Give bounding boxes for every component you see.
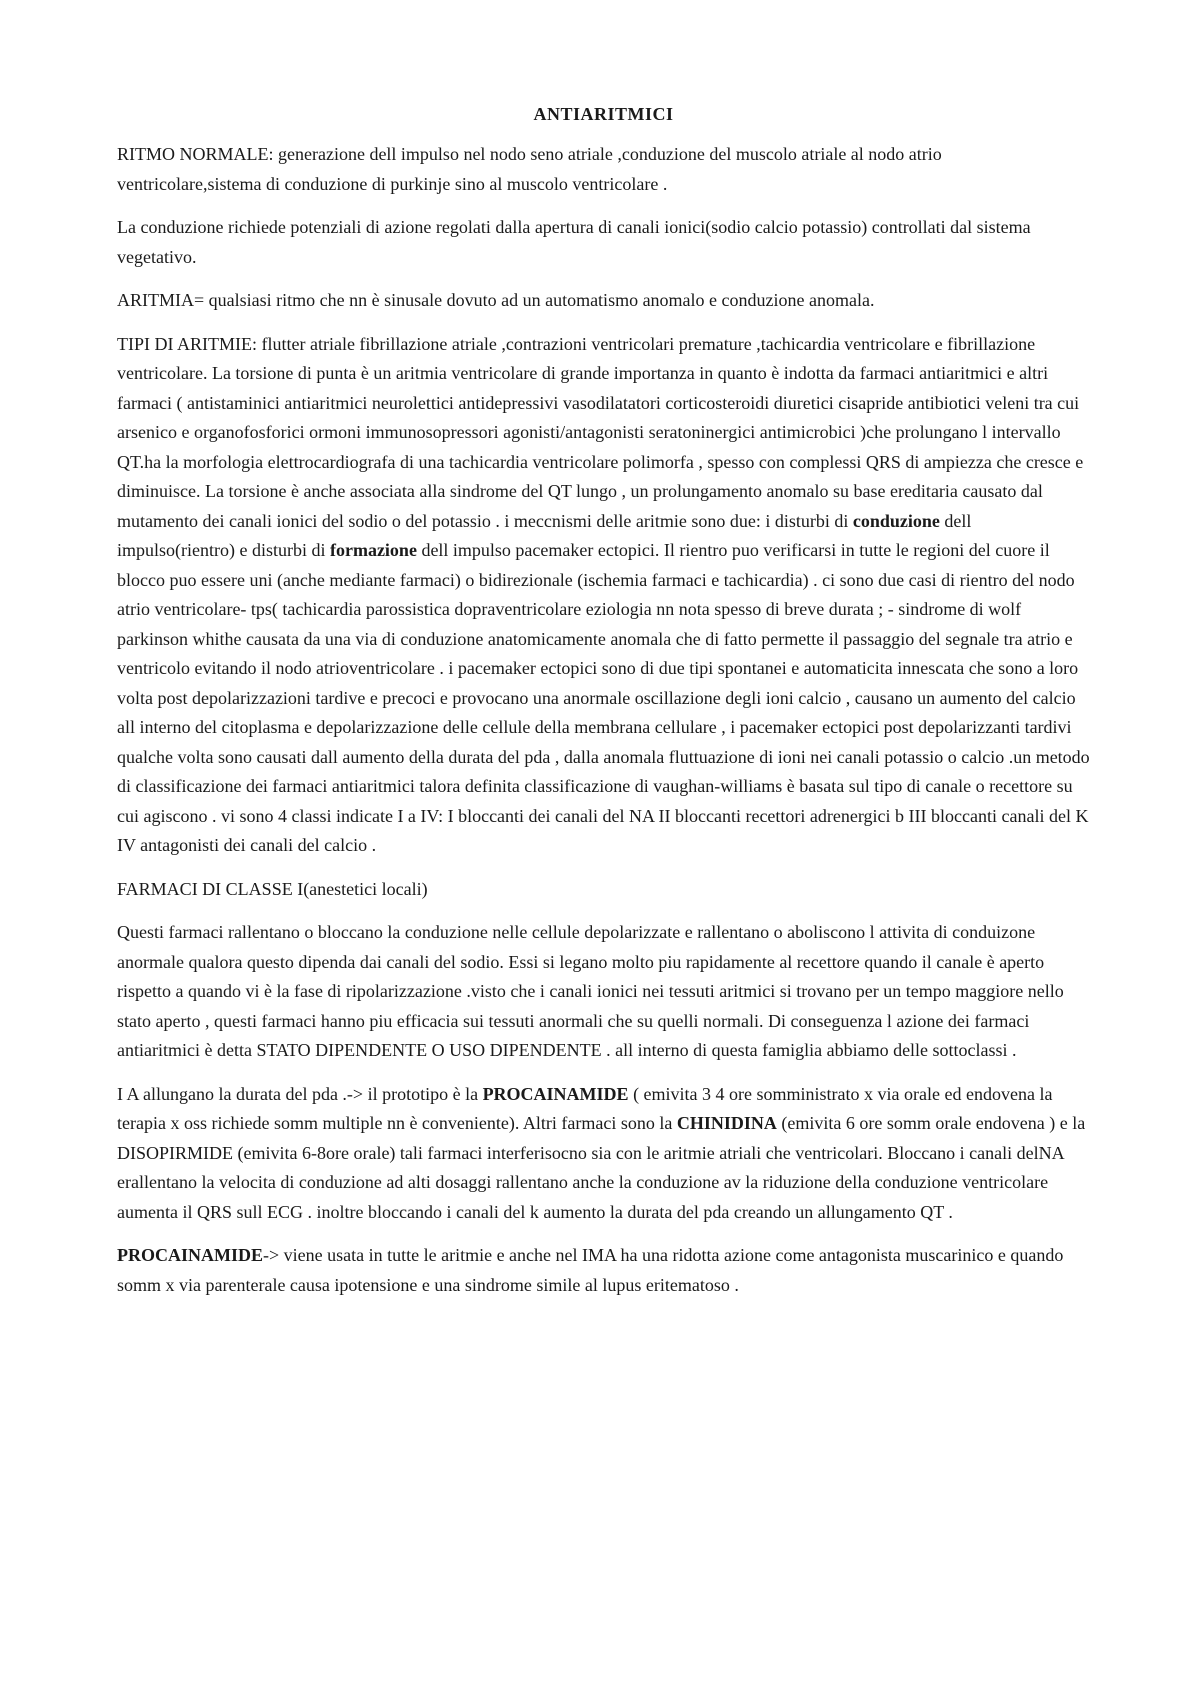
bold-term-procainamide: PROCAINAMIDE [117,1245,263,1265]
text-segment: -> viene usata in tutte le aritmie e anche nel IMA ha una ridotta azione come antagonista muscarinico e quando somm x via parenterale causa ipotensione e una sindrome simile al lupus eritematoso . [117,1245,1064,1295]
document-title: ANTIARITMICI [533,104,674,124]
text-segment: I A allungano la durata del pda .-> il prototipo è la [117,1083,483,1104]
bold-term-formazione: formazione [329,540,417,560]
text-segment: dell impulso pacemaker ectopici. Il rientro puo verificarsi in tutte le regioni del cuore il blocco puo essere uni (anche mediante farmaci) o bidirezionale (ischemia farmaci e tachicardia) . ci sono due casi di rientro del nodo atrio ventricolare- tps( tachicardia parossistica dopraventricolare eziologia nn nota spesso di breve durata ; - sindrome di wolf parkinson whithe causata da una via di conduzione anatomicamente anomala che di fatto permette il passaggio del segnale tra atrio e ventricolo evitando il nodo atrioventricolare . i pacemaker ectopici sono di due tipi spontanei e automaticita innescata che sono a loro volta post depolarizzazioni tardive e precoci e provocano una anormale oscillazione degli ioni calcio , causano un aumento del calcio all interno del citoplasma e depolarizzazione delle cellule della membrana cellulare , i pacemaker ectopici post depolarizzanti tardivi qualche volta sono causati dall aumento della durata del pda , dalla anomala fluttuazione di ioni nei canali potassio o calcio .un metodo di classificazione dei farmaci antiaritmici talora definita classificazione di vaughan-williams è basata sul tipo di canale o recettore su cui agiscono . vi sono 4 classi indicate I a IV: I bloccanti dei canali del NA II bloccanti recettori adrenergici b III bloccanti canali del K IV antagonisti dei canali del calcio . [117,540,1090,855]
bold-term-procainamide: PROCAINAMIDE [482,1083,629,1104]
paragraph-ritmo-normale: RITMO NORMALE: generazione dell impulso nel nodo seno atriale ,conduzione del muscolo atriale al nodo atrio ventricolare,sistema di conduzione di purkinje sino al muscolo ventricolare . [117,144,942,194]
text-segment: (emivita 6 ore somm orale endovena ) e la DISOPIRMIDE (emivita 6-8ore orale) tali farmaci interferisocno sia con le aritmie atriali che ventricolari. Bloccano i canali delNA erallentano la velocita di conduzione ad alti dosaggi rallentano anche la conduzione av la riduzione della conduzione ventricolare aumenta il QRS sull ECG . inoltre bloccando i canali del k aumento la durata del pda creando un allungamento QT . [117,1113,1086,1222]
paragraph-procainamide [117,1241,1090,1300]
paragraph-aritmia: ARITMIA= qualsiasi ritmo che nn è sinusale dovuto ad un automatismo anomalo e conduzione anomala. [117,290,875,310]
text-segment: TIPI DI ARITMIE: flutter atriale fibrillazione atriale ,contrazioni ventricolari premature ,tachicardia ventricolare e fibrillazione ventricolare. La torsione di punta è un aritmia ventricolare di grande importanza in quanto è indotta da farmaci antiaritmici e altri farmaci ( antistaminici antiaritmici neurolettici antidepressivi vasodilatatori corticosteroidi diuretici cisapride antibiotici veleni tra cui arsenico e organofosforici ormoni immunosopressori agonisti/antagonisti seratoninergici antimicrobici )che prolungano l intervallo QT.ha la morfologia elettrocardiografa di una tachicardia ventricolare polimorfa , spesso con complessi QRS di ampiezza che cresce e diminuisce. La torsione è anche associata alla sindrome del QT lungo , un prolungamento anomalo su base ereditaria causato dal mutamento dei canali ionici del sodio o del potassio . i meccnismi delle aritmie sono due: i disturbi di [117,333,1084,531]
text-segment: ( emivita 3 4 ore somministrato x via orale ed endovena la terapia x oss richiede somm multiple nn è conveniente). Altri farmaci sono la [117,1083,1053,1133]
paragraph-tipi-di-aritmie [117,330,1090,861]
paragraph-classe-i-description: Questi farmaci rallentano o bloccano la conduzione nelle cellule depolarizzate e rallentano o aboliscono l attivita di conduizone anormale qualora questo dipenda dai canali del sodio. Essi si legano molto piu rapidamente al recettore quando il canale è aperto rispetto a quando vi è la fase di ripolarizzazione .visto che i canali ionici nei tessuti aritmici si trovano per un tempo maggiore nello stato aperto , questi farmaci hanno piu efficacia sui tessuti anormali che su quelli normali. Di conseguenza l azione dei farmaci antiaritmici è detta STATO DIPENDENTE O USO DIPENDENTE . all interno di questa famiglia abbiamo delle sottoclassi . [117,922,1064,1060]
text-segment: dell impulso(rientro) e disturbi di [117,510,972,560]
bold-term-chinidina: CHINIDINA [676,1113,777,1133]
paragraph-conduzione: La conduzione richiede potenziali di azione regolati dalla apertura di canali ionici(sodio calcio potassio) controllati dal sistema vegetativo. [117,217,1031,267]
section-heading-classe-i: FARMACI DI CLASSE I(anestetici locali) [117,878,428,899]
bold-term-conduzione: conduzione [852,510,940,531]
paragraph-classe-ia [117,1080,1090,1228]
